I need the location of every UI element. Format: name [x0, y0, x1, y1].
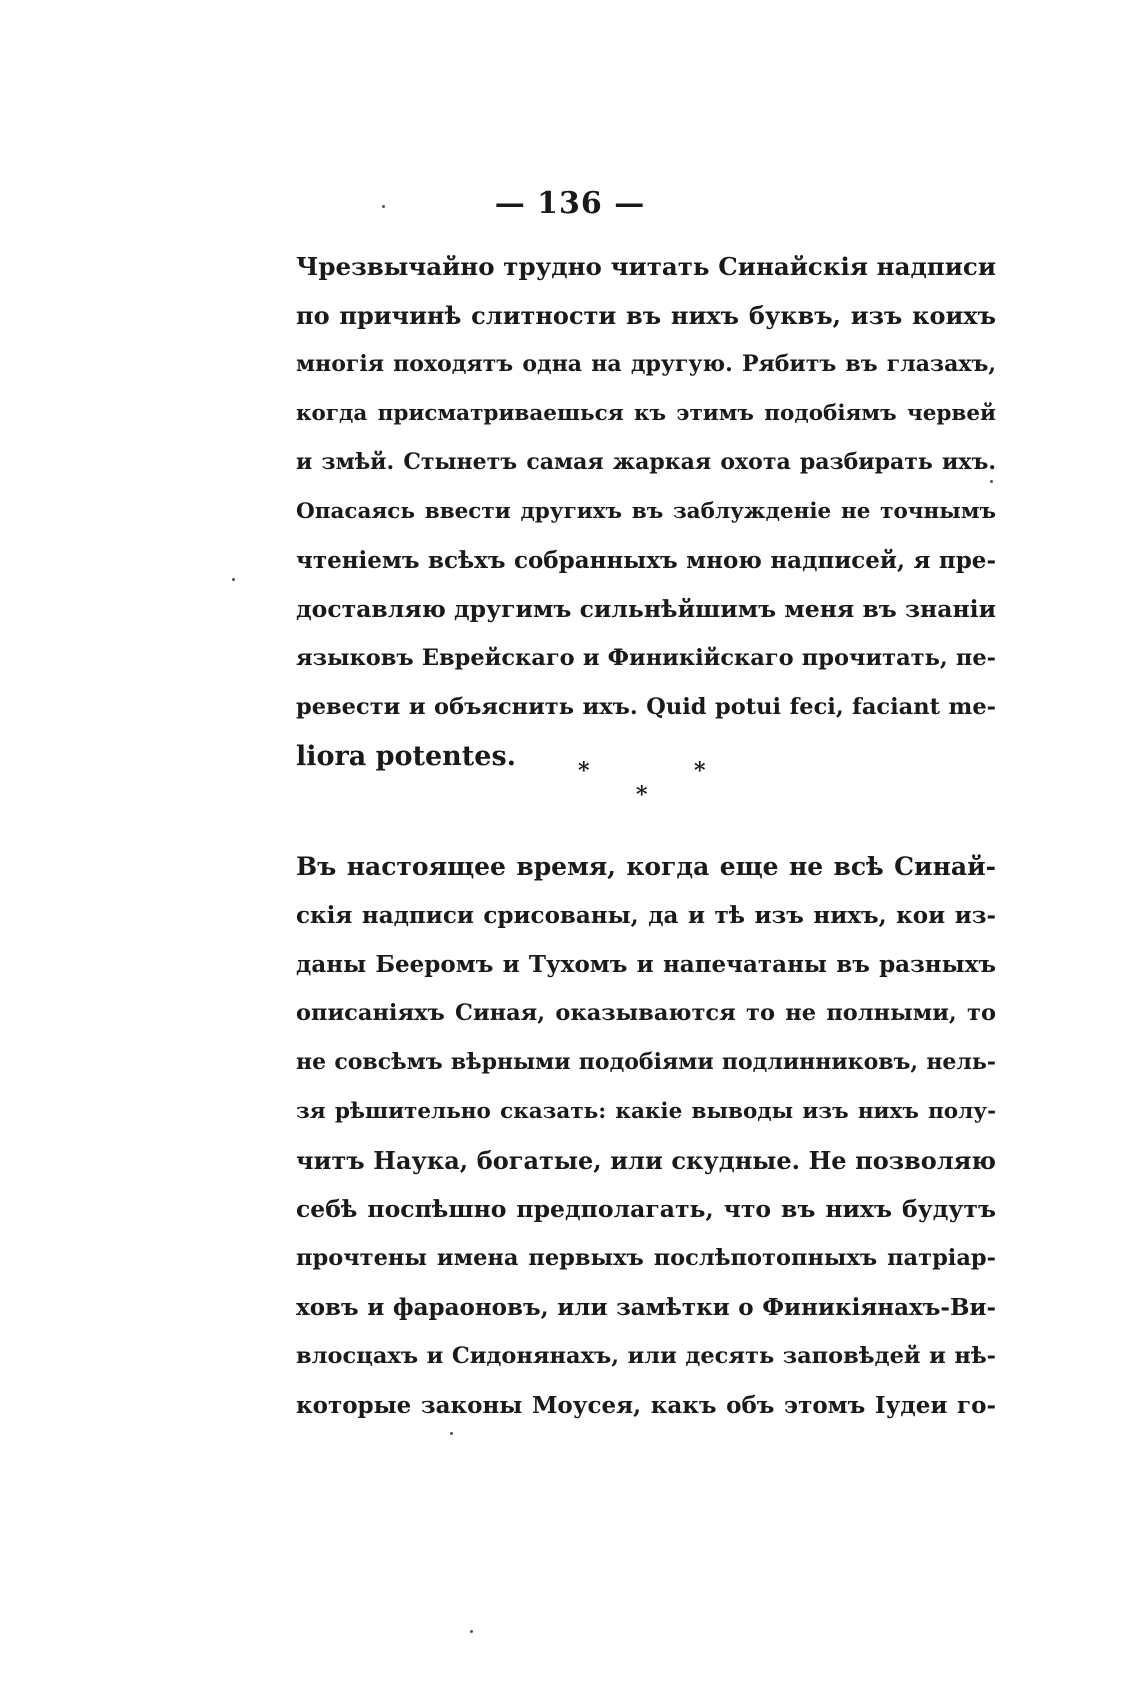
paragraph-line: многія походятъ одна на другую. Рябитъ въ глазахъ, [296, 351, 996, 377]
separator-star: * [636, 782, 648, 808]
paragraph-line: не совсѣмъ вѣрными подобіями подлинниковъ, нель- [296, 1049, 996, 1075]
paragraph-line: чтеніемъ всѣхъ собранныхъ мною надписей, я пре- [296, 547, 996, 574]
paragraph-line: описаніяхъ Синая, оказываются то не полными, то [296, 1000, 996, 1026]
paragraph-1 [296, 242, 996, 781]
paragraph-line: ревести и объяснить ихъ. Quid potui feci, faciant me- [296, 694, 996, 720]
separator-star: * [694, 758, 706, 784]
paragraph-line: даны Бееромъ и Тухомъ и напечатаны въ разныхъ [296, 951, 996, 978]
scan-speck [450, 1432, 453, 1435]
separator-star: * [578, 758, 590, 784]
paragraph-line: себѣ поспѣшно предполагать, что въ нихъ будутъ [296, 1195, 996, 1223]
paragraph-2 [296, 842, 996, 1430]
paragraph-line: и змѣй. Стынетъ самая жаркая охота разбирать ихъ. [296, 449, 996, 475]
paragraph-line: когда присматриваешься къ этимъ подобіямъ червей [296, 401, 996, 426]
scan-speck [382, 205, 385, 208]
paragraph-line: скія надписи срисованы, да и тѣ изъ нихъ, кои из- [296, 902, 996, 929]
paragraph-line: влосцахъ и Сидонянахъ, или десять заповѣдей и нѣ- [296, 1343, 996, 1369]
scan-speck [470, 1630, 473, 1633]
paragraph-line: зя рѣшительно сказать: какіе выводы изъ нихъ полу- [296, 1099, 996, 1124]
scan-speck [990, 480, 993, 483]
paragraph-line: по причинѣ слитности въ нихъ буквъ, изъ коихъ [296, 301, 996, 330]
paragraph-line: прочтены имена первыхъ послѣпотопныхъ патріар- [296, 1245, 996, 1271]
paragraph-line: Въ настоящее время, когда еще не всѣ Синай- [296, 852, 996, 881]
paragraph-line: Опасаясь ввести другихъ въ заблужденіе не точнымъ [296, 499, 996, 524]
paragraph-line: liora potentes. [296, 741, 517, 772]
scan-speck [232, 578, 235, 581]
page-number: — 136 — [494, 186, 646, 221]
paragraph-line: Чрезвычайно трудно читать Синайскія надписи [296, 252, 996, 281]
paragraph-line: ховъ и фараоновъ, или замѣтки о Финикіянахъ-Ви- [296, 1294, 996, 1321]
paragraph-line: доставляю другимъ сильнѣйшимъ меня въ знаніи [296, 595, 996, 623]
paragraph-line: языковъ Еврейскаго и Финикійскаго прочитать, пе- [296, 645, 996, 671]
paragraph-line: которые законы Моусея, какъ объ этомъ Іудеи го- [296, 1392, 996, 1419]
paragraph-line: читъ Наука, богатые, или скудные. Не позволяю [296, 1146, 996, 1175]
